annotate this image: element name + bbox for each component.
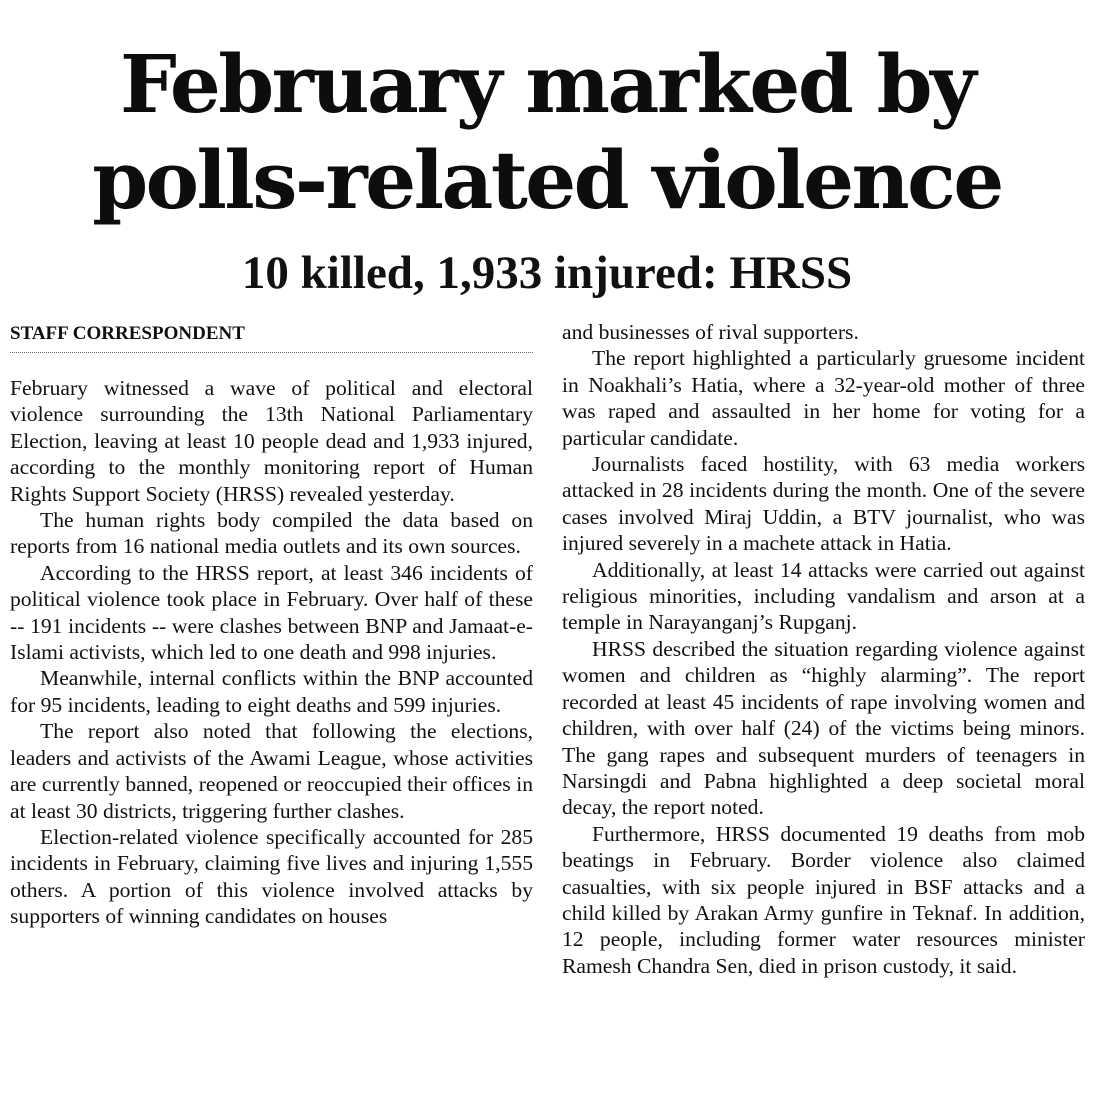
paragraph: Journalists faced hostility, with 63 media workers attacked in 28 incidents during the month. One of the severe cases involved Miraj Uddin, a BTV journalist, who was injured severely in a machete attack in Hatia. bbox=[562, 452, 1085, 556]
paragraph: Meanwhile, internal conflicts within the BNP accounted for 95 incidents, leading to eight deaths and 599 injuries. bbox=[10, 666, 533, 717]
paragraph: HRSS described the situation regarding violence against women and children as “highly alarming”. The report recorded at least 45 incidents of rape involving women and children, with over half (24) of the victims being minors. The gang rapes and subsequent murders of teenagers in Narsingdi and Pabna highlighted a deep societal moral decay, the report noted. bbox=[562, 636, 1085, 820]
subheadline: 10 killed, 1,933 injured: HRSS bbox=[241, 247, 853, 299]
paragraph: February witnessed a wave of political and electoral violence surrounding the 13th National Parliamentary Election, leaving at least 10 people dead and 1,933 injured, according to the monthly monitoring report of Human Rights Support Society (HRSS) revealed yesterday. bbox=[10, 376, 533, 506]
byline: STAFF CORRESPONDENT bbox=[10, 322, 533, 353]
article-column-right bbox=[562, 319, 1085, 979]
headline: February marked by polls-related violence bbox=[92, 37, 1002, 227]
paragraph: The report highlighted a particularly gruesome incident in Noakhali’s Hatia, where a 32-year-old mother of three was raped and assaulted in her home for voting for a particular candidate. bbox=[562, 346, 1085, 450]
paragraph: Furthermore, HRSS documented 19 deaths from mob beatings in February. Border violence also claimed casualties, with six people injured in BSF attacks and a child killed by Arakan Army gunfire in Teknaf. In addition, 12 people, including former water resources minister Ramesh Chandra Sen, died in prison custody, it said. bbox=[562, 821, 1085, 978]
paragraph: Election-related violence specifically accounted for 285 incidents in February, claiming five lives and injuring 1,555 others. A portion of this violence involved attacks by supporters of winning candidates on houses bbox=[10, 824, 533, 929]
paragraph: The report also noted that following the elections, leaders and activists of the Awami League, whose activities are currently banned, reopened or reoccupied their offices in at least 30 districts, triggering further clashes. bbox=[10, 719, 533, 823]
paragraph: Additionally, at least 14 attacks were carried out against religious minorities, including vandalism and arson at a temple in Narayanganj’s Rupganj. bbox=[562, 557, 1085, 635]
article-column-left bbox=[10, 375, 533, 930]
paragraph: and businesses of rival supporters. bbox=[562, 320, 859, 344]
paragraph: The human rights body compiled the data based on reports from 16 national media outlets and its own sources. bbox=[10, 508, 533, 559]
paragraph: According to the HRSS report, at least 346 incidents of political violence took place in February. Over half of these -- 191 incidents -- were clashes between BNP and Jamaat-e-Islami activists, which led to one death and 998 injuries. bbox=[10, 560, 533, 665]
